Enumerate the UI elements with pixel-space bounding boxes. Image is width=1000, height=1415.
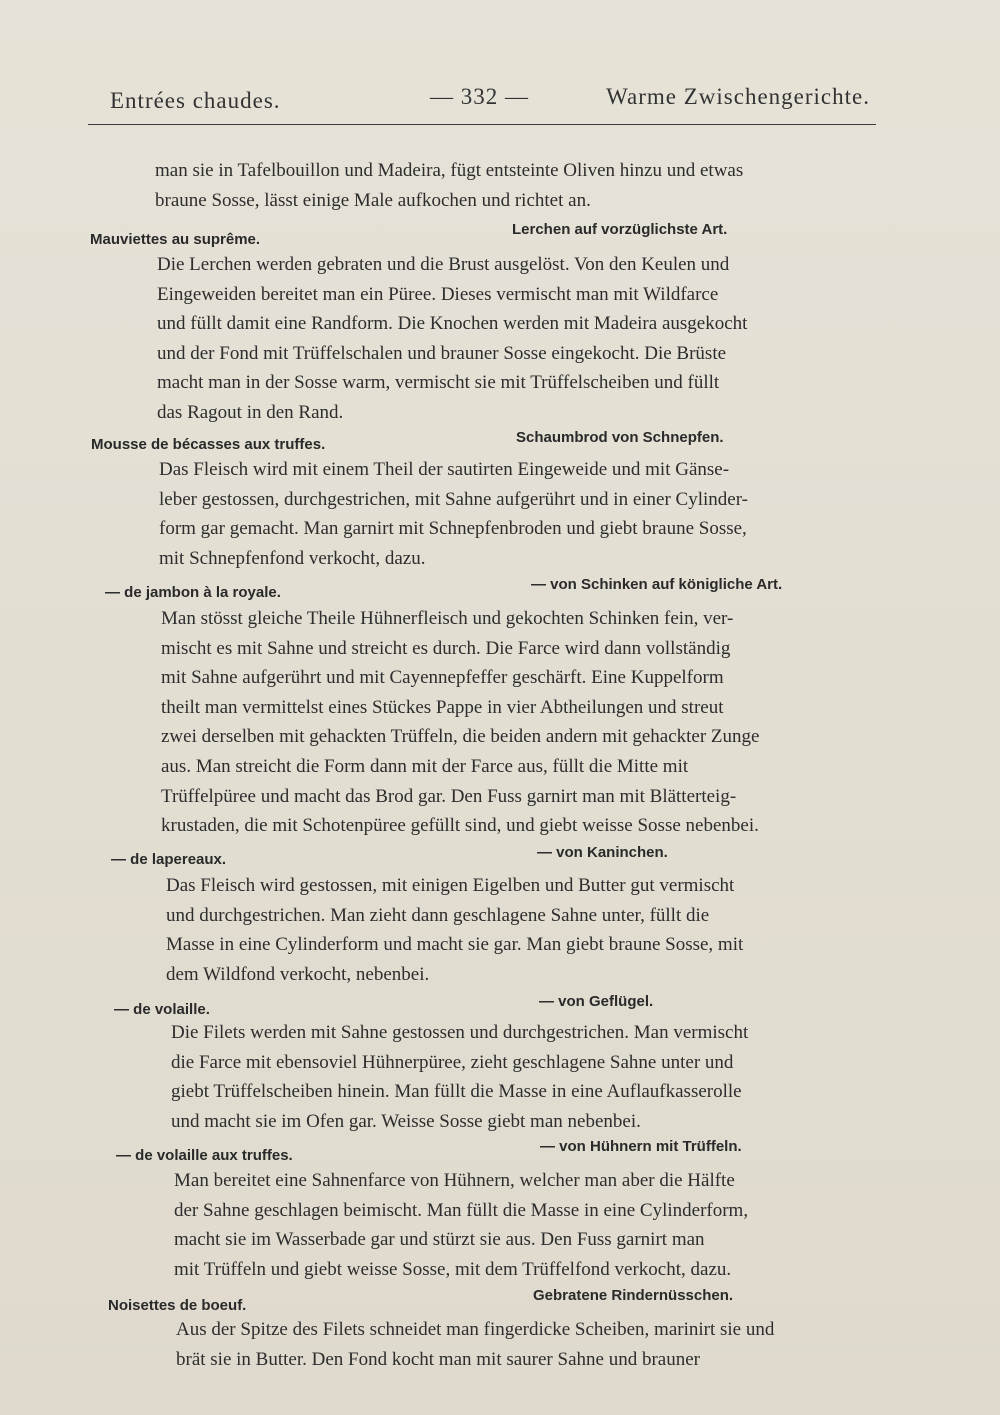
paragraph-line: und füllt damit eine Randform. Die Knochen werden mit Madeira ausgekocht [157,313,748,335]
paragraph-line: macht sie im Wasserbade gar und stürzt sie aus. Den Fuss garnirt man [174,1229,705,1251]
paragraph-line: und der Fond mit Trüffelschalen und brauner Sosse eingekocht. Die Brüste [157,342,727,364]
recipe-title-de: — von Kaninchen. [537,844,668,861]
recipe-title-fr: — de volaille aux truffes. [116,1147,293,1164]
paragraph-line: und durchgestrichen. Man zieht dann geschlagene Sahne unter, füllt die [166,904,710,926]
recipe-title-fr: Mousse de bécasses aux truffes. [91,436,326,453]
paragraph-line: zwei derselben mit gehackten Trüffeln, die beiden andern mit gehackter Zunge [161,726,760,748]
paragraph-line: brät sie in Butter. Den Fond kocht man mit saurer Sahne und brauner [176,1348,700,1370]
paragraph-line: Masse in eine Cylinderform und macht sie gar. Man giebt braune Sosse, mit [166,934,744,956]
paragraph-line: Trüffelpüree und macht das Brod gar. Den Fuss garnirt man mit Blätterteig- [161,785,737,807]
paragraph-line: Das Fleisch wird gestossen, mit einigen Eigelben und Butter gut vermischt [166,875,735,896]
paragraph-line: Man stösst gleiche Theile Hühnerfleisch und gekochten Schinken fein, ver- [161,608,734,629]
header-section-de: Warme Zwischengerichte. [606,84,870,109]
recipe-paragraph [161,604,759,841]
recipe-title-fr: Noisettes de boeuf. [108,1297,247,1314]
recipe-paragraph [171,1018,748,1136]
paragraph-line: macht man in der Sosse warm, vermischt sie mit Trüffelscheiben und füllt [157,372,720,394]
recipe-title-de: — von Schinken auf königliche Art. [531,576,783,593]
recipe-title-fr: — de lapereaux. [111,851,227,868]
paragraph-line: form gar gemacht. Man garnirt mit Schnepfenbroden und giebt braune Sosse, [159,518,747,540]
paragraph-line: Man bereitet eine Sahnenfarce von Hühnern, welcher man aber die Hälfte [174,1170,735,1191]
paragraph-line: Die Filets werden mit Sahne gestossen und durchgestrichen. Man vermischt [171,1022,749,1043]
paragraph-line: man sie in Tafelbouillon und Madeira, fügt entsteinte Oliven hinzu und etwas [155,160,744,181]
paragraph-line: die Farce mit ebensoviel Hühnerpüree, zieht geschlagene Sahne unter und [171,1051,734,1073]
paragraph-line: Eingeweiden bereitet man ein Püree. Dieses vermischt man mit Wildfarce [157,283,719,305]
paragraph-line: Das Fleisch wird mit einem Theil der sautirten Eingeweide und mit Gänse- [159,459,730,480]
paragraph-line: mit Trüffeln und giebt weisse Sosse, mit dem Trüffelfond verkocht, dazu. [174,1258,732,1280]
intro-paragraph [155,156,743,215]
recipe-title-de: — von Hühnern mit Trüffeln. [540,1138,742,1155]
header-rule [88,124,876,125]
recipe-title-de: Lerchen auf vorzüglichste Art. [512,221,728,238]
recipe-paragraph [176,1315,774,1374]
recipe-title-de: Gebratene Rindernüsschen. [533,1287,734,1304]
paragraph-line: giebt Trüffelscheiben hinein. Man füllt die Masse in eine Auflaufkasserolle [171,1081,742,1103]
paragraph-line: krustaden, die mit Schotenpüree gefüllt sind, und giebt weisse Sosse nebenbei. [161,815,759,837]
paragraph-line: theilt man vermittelst eines Stückes Pappe in vier Abtheilungen und streut [161,696,724,718]
recipe-title-fr: Mauviettes au suprême. [90,231,261,248]
recipe-paragraph [159,455,748,573]
paragraph-line: mit Sahne aufgerührt und mit Cayennepfeffer geschärft. Eine Kuppelform [161,667,724,689]
paragraph-line: aus. Man streicht die Form dann mit der Farce aus, füllt die Mitte mit [161,755,689,777]
paragraph-line: Die Lerchen werden gebraten und die Brust ausgelöst. Von den Keulen und [157,254,730,275]
paragraph-line: braune Sosse, lässt einige Male aufkochen und richtet an. [155,189,591,211]
page-number: — 332 — [430,84,529,109]
page-header [110,84,870,118]
recipe-paragraph [157,250,747,428]
header-section-fr: Entrées chaudes. [110,88,281,113]
paragraph-line: mit Schnepfenfond verkocht, dazu. [159,547,426,569]
recipe-paragraph [174,1166,748,1284]
recipe-title-de: Schaumbrod von Schnepfen. [516,429,724,446]
paragraph-line: Aus der Spitze des Filets schneidet man fingerdicke Scheiben, marinirt sie und [176,1319,775,1340]
paragraph-line: und macht sie im Ofen gar. Weisse Sosse giebt man nebenbei. [171,1110,641,1132]
paragraph-line: mischt es mit Sahne und streicht es durch. Die Farce wird dann vollständig [161,637,731,659]
paragraph-line: das Ragout in den Rand. [157,401,344,423]
paragraph-line: dem Wildfond verkocht, nebenbei. [166,963,430,985]
recipe-title-fr: — de jambon à la royale. [105,584,281,601]
recipe-title-de: — von Geflügel. [539,993,654,1010]
recipe-title-fr: — de volaille. [114,1001,210,1018]
paragraph-line: der Sahne geschlagen beimischt. Man füllt die Masse in eine Cylinderform, [174,1199,749,1221]
paragraph-line: leber gestossen, durchgestrichen, mit Sahne aufgerührt und in einer Cylinder- [159,488,748,510]
recipe-paragraph [166,871,743,989]
